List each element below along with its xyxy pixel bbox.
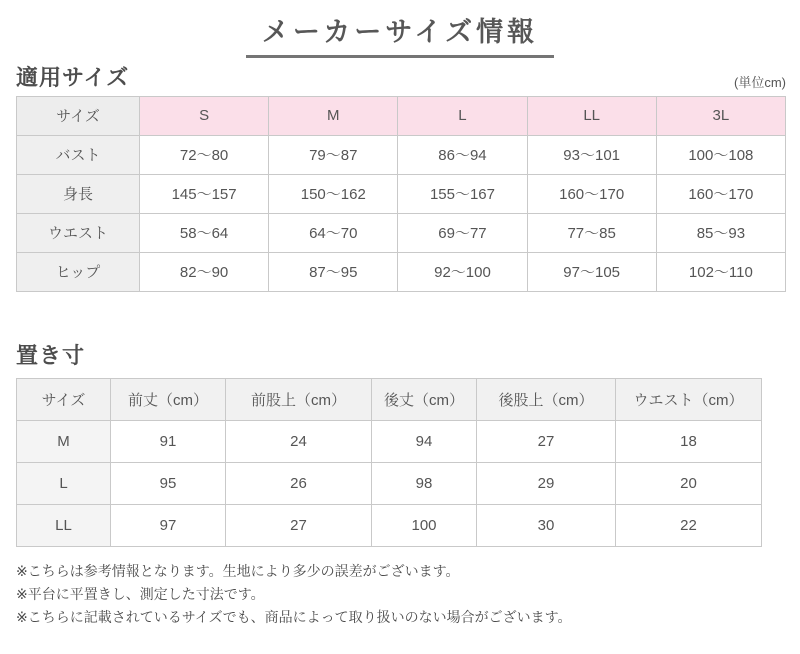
table-cell: 27 bbox=[226, 505, 372, 547]
table-cell: 64～70 bbox=[269, 213, 398, 252]
table-cell: 82～90 bbox=[140, 252, 269, 291]
table-row-ll bbox=[17, 505, 762, 547]
table-cell: 160～170 bbox=[656, 174, 785, 213]
table-cell: 29 bbox=[477, 463, 616, 505]
footnote-line: ※こちらは参考情報となります。生地により多少の誤差がございます。 bbox=[16, 563, 460, 579]
table-header-row bbox=[17, 379, 762, 421]
table-cell: 86～94 bbox=[398, 135, 527, 174]
column-header: M bbox=[269, 96, 398, 135]
table-row-sizes bbox=[17, 96, 786, 135]
applicable-sizes-header bbox=[16, 64, 786, 92]
table-cell: 155～167 bbox=[398, 174, 527, 213]
table-cell: 94 bbox=[372, 421, 477, 463]
table-cell: 30 bbox=[477, 505, 616, 547]
table-cell: 98 bbox=[372, 463, 477, 505]
table-cell: 92～100 bbox=[398, 252, 527, 291]
table-cell: 102～110 bbox=[656, 252, 785, 291]
table-cell: 100 bbox=[372, 505, 477, 547]
unit-note: (単位cm) bbox=[734, 74, 786, 90]
table-cell: 24 bbox=[226, 421, 372, 463]
table-cell: 145～157 bbox=[140, 174, 269, 213]
column-header: ウエスト（cm） bbox=[616, 379, 762, 421]
table-cell: 93～101 bbox=[527, 135, 656, 174]
table-cell: 58～64 bbox=[140, 213, 269, 252]
table-cell: 160～170 bbox=[527, 174, 656, 213]
table-cell: 85～93 bbox=[656, 213, 785, 252]
column-header: 前丈（cm） bbox=[111, 379, 226, 421]
footnote-line: ※こちらに記載されているサイズでも、商品によって取り扱いのない場合がございます。 bbox=[16, 609, 572, 625]
corner-header: サイズ bbox=[17, 96, 140, 135]
column-header: L bbox=[398, 96, 527, 135]
table-cell: 72～80 bbox=[140, 135, 269, 174]
column-header: サイズ bbox=[17, 379, 111, 421]
page-title: メーカーサイズ情報 bbox=[246, 10, 554, 58]
row-header: ヒップ bbox=[17, 252, 140, 291]
table-row-height bbox=[17, 174, 786, 213]
table-cell: 77～85 bbox=[527, 213, 656, 252]
row-header: L bbox=[17, 463, 111, 505]
table-cell: 26 bbox=[226, 463, 372, 505]
table-cell: 27 bbox=[477, 421, 616, 463]
table-cell: 87～95 bbox=[269, 252, 398, 291]
flat-measurements-section bbox=[16, 342, 786, 548]
footnote-line: ※平台に平置きし、測定した寸法です。 bbox=[16, 586, 265, 602]
table-cell: 100～108 bbox=[656, 135, 785, 174]
column-header: 3L bbox=[656, 96, 785, 135]
table-cell: 95 bbox=[111, 463, 226, 505]
row-header: 身長 bbox=[17, 174, 140, 213]
table-row-m bbox=[17, 421, 762, 463]
table-cell: 150～162 bbox=[269, 174, 398, 213]
table-row-hip bbox=[17, 252, 786, 291]
table-cell: 20 bbox=[616, 463, 762, 505]
table-cell: 79～87 bbox=[269, 135, 398, 174]
column-header: 前股上（cm） bbox=[226, 379, 372, 421]
table-cell: 69～77 bbox=[398, 213, 527, 252]
title-area bbox=[0, 0, 800, 58]
row-header: バスト bbox=[17, 135, 140, 174]
column-header: 後丈（cm） bbox=[372, 379, 477, 421]
table-cell: 97 bbox=[111, 505, 226, 547]
column-header: LL bbox=[527, 96, 656, 135]
table-cell: 18 bbox=[616, 421, 762, 463]
applicable-size-table bbox=[16, 96, 786, 292]
row-header: LL bbox=[17, 505, 111, 547]
flat-measurement-table bbox=[16, 378, 762, 547]
row-header: M bbox=[17, 421, 111, 463]
footnotes bbox=[16, 560, 784, 629]
column-header: 後股上（cm） bbox=[477, 379, 616, 421]
applicable-sizes-section bbox=[16, 64, 786, 292]
table-row-waist bbox=[17, 213, 786, 252]
table-cell: 91 bbox=[111, 421, 226, 463]
table-row-l bbox=[17, 463, 762, 505]
row-header: ウエスト bbox=[17, 213, 140, 252]
column-header: S bbox=[140, 96, 269, 135]
table-cell: 97～105 bbox=[527, 252, 656, 291]
section-heading-flat-measurements: 置き寸 bbox=[16, 342, 86, 368]
section-heading-applicable-sizes: 適用サイズ bbox=[16, 65, 130, 90]
table-cell: 22 bbox=[616, 505, 762, 547]
table-row-bust bbox=[17, 135, 786, 174]
